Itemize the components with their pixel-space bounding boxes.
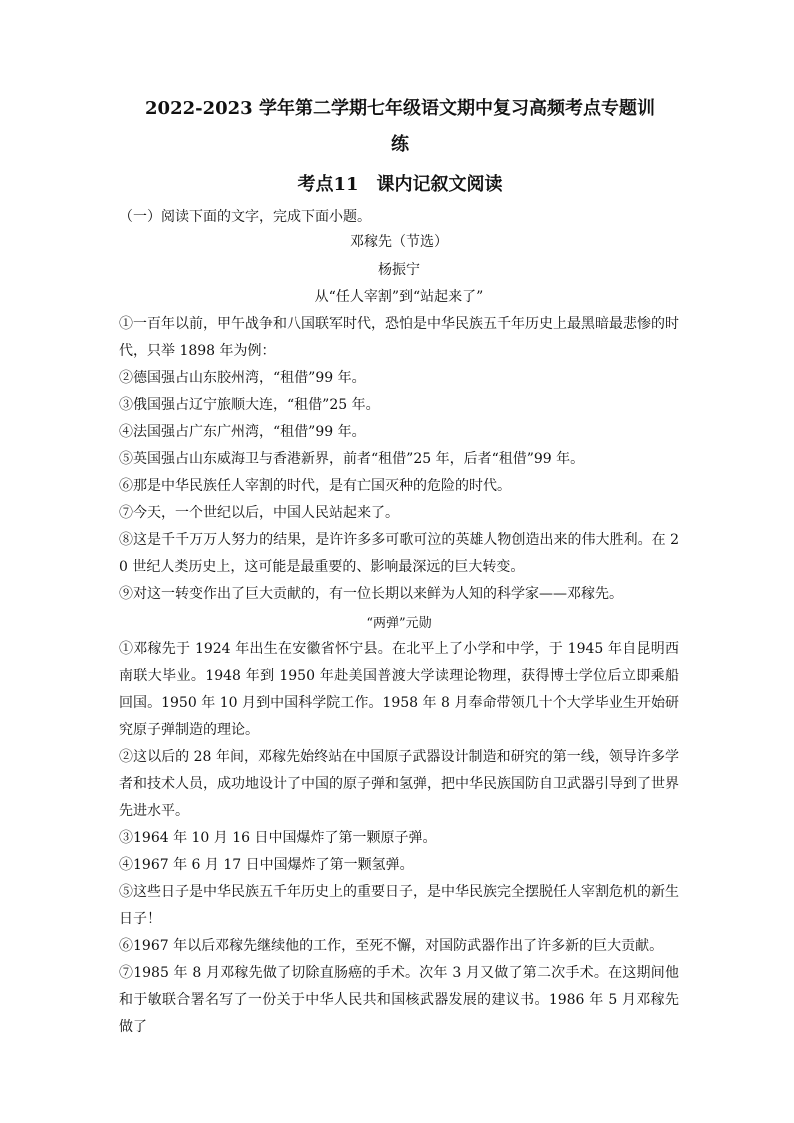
passage-author: 杨振宁 (378, 262, 420, 278)
section2-paragraph: ①邓稼先于 1924 年出生在安徽省怀宁县。在北平上了小学和中学，于 1945 年自昆明西南联大毕业。1948 年到 1950 年赴美国普渡大学读理论物理，获得博士学位后立即乘船回国。1950 年 10 月到中国科学院工作。1958 年 8 月奉命带领几十个大学毕业生开始研究原子弹制造的理论。 (119, 641, 679, 738)
passage-title: 邓稼先（节选） (350, 234, 448, 250)
section-title-2: “两弹”元勋 (366, 616, 432, 631)
section2-paragraph: ④1967 年 6 月 17 日中国爆炸了第一颗氢弹。 (119, 857, 414, 873)
section1-paragraph: ④法国强占广东广州湾，“租借”99 年。 (119, 424, 366, 440)
section2-paragraph: ⑦1985 年 8 月邓稼先做了切除直肠癌的手术。次年 3 月又做了第二次手术。在这期间他和于敏联合署名写了一份关于中华人民共和国核武器发展的建议书。1986 年 5 月邓稼先做了 (119, 965, 679, 1035)
topic-heading: 考点11 课内记叙文阅读 (297, 174, 503, 195)
section1-paragraph: ③俄国强占辽宁旅顺大连，“租借”25 年。 (119, 397, 380, 413)
document-title-line-2: 练 (391, 134, 409, 155)
section1-paragraph: ⑧这是千千万万人努力的结果，是许许多多可歌可泣的英雄人物创造出来的伟大胜利。在 20 世纪人类历史上，这可能是最重要的、影响最深远的巨大转变。 (119, 532, 679, 575)
section1-paragraph: ⑨对这一转变作出了巨大贡献的，有一位长期以来鲜为人知的科学家——邓稼先。 (119, 586, 623, 602)
section-title-1: 从“任人宰割”到“站起来了” (314, 289, 484, 305)
section1-paragraph: ⑤英国强占山东威海卫与香港新界，前者“租借”25 年，后者“租借”99 年。 (119, 451, 585, 467)
section1-paragraph: ①一百年以前，甲午战争和八国联军时代，恐怕是中华民族五千年历史上最黑暗最悲惨的时代，只举 1898 年为例： (119, 316, 679, 359)
document-title-line-1: 2022-2023 学年第二学期七年级语文期中复习高频考点专题训 (145, 98, 655, 119)
section1-paragraph: ②德国强占山东胶州湾，“租借”99 年。 (119, 370, 366, 386)
section1-paragraph: ⑥那是中华民族任人宰割的时代，是有亡国灭种的危险的时代。 (119, 478, 511, 494)
section2-paragraph: ③1964 年 10 月 16 日中国爆炸了第一颗原子弹。 (119, 830, 437, 846)
reading-instruction: （一）阅读下面的文字，完成下面小题。 (119, 209, 371, 225)
section1-paragraph: ⑦今天，一个世纪以后，中国人民站起来了。 (119, 505, 399, 521)
section2-paragraph: ⑥1967 年以后邓稼先继续他的工作，至死不懈，对国防武器作出了许多新的巨大贡献。 (119, 938, 664, 954)
section2-paragraph: ⑤这些日子是中华民族五千年历史上的重要日子，是中华民族完全摆脱任人宰割危机的新生日子！ (119, 884, 679, 927)
section2-paragraph: ②这以后的 28 年间，邓稼先始终站在中国原子武器设计制造和研究的第一线，领导许多学者和技术人员，成功地设计了中国的原子弹和氢弹，把中华民族国防自卫武器引导到了世界先进水平。 (119, 749, 679, 819)
